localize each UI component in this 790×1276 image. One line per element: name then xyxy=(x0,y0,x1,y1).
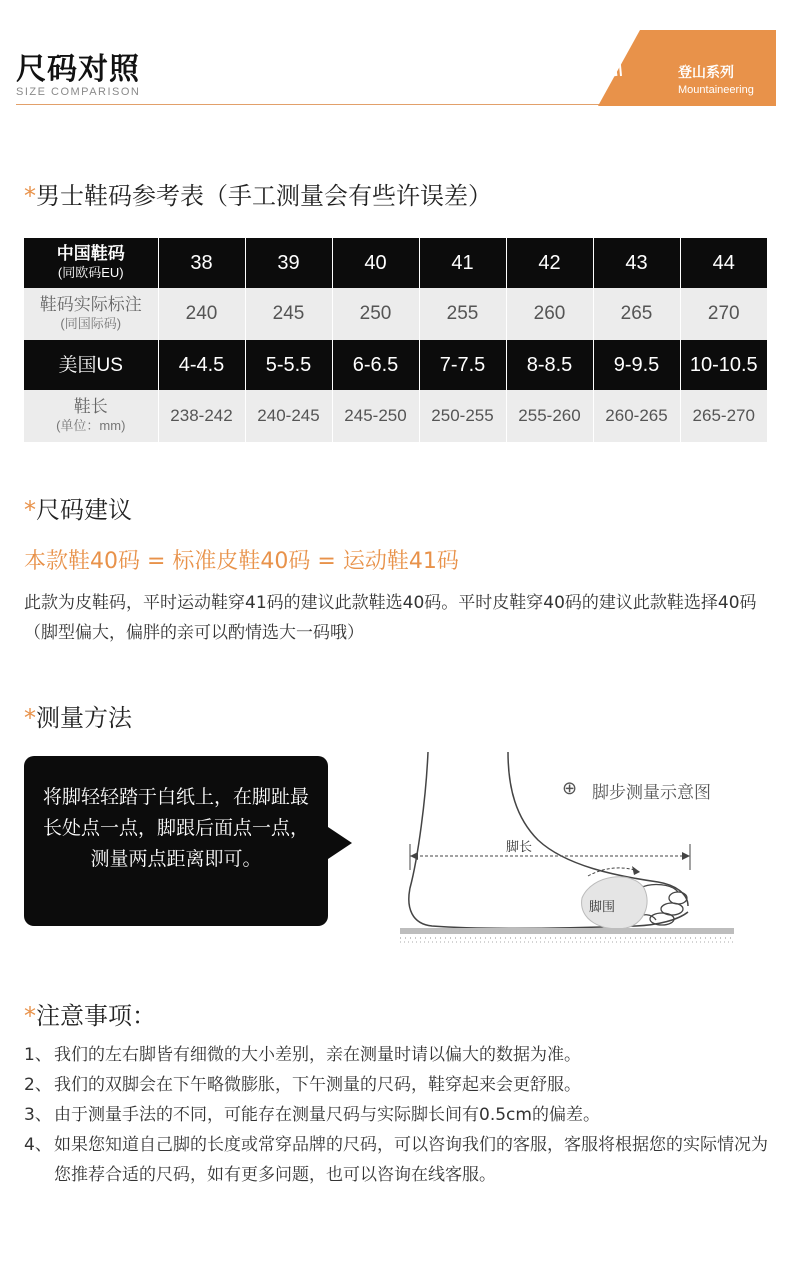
table-cell: 255-260 xyxy=(506,390,593,442)
table-cell: 7-7.5 xyxy=(419,340,506,390)
diagram-title: 脚步测量示意图 xyxy=(592,783,711,803)
notes-list xyxy=(24,1040,774,1190)
table-cell: 38 xyxy=(158,238,245,288)
table-cell: 43 xyxy=(593,238,680,288)
table-cell: 39 xyxy=(245,238,332,288)
table-cell: 10-10.5 xyxy=(680,340,767,390)
advice-heading xyxy=(24,490,132,525)
list-item: 1、 我们的左右脚皆有细微的大小差别，亲在测量时请以偏大的数据为准。 xyxy=(24,1045,581,1065)
table-cell: 8-8.5 xyxy=(506,340,593,390)
table-cell: 250 xyxy=(332,288,419,340)
diagram-marker-icon: ⊕ xyxy=(562,778,578,799)
page-title: 尺码对照 xyxy=(16,52,140,87)
page-subtitle: SIZE COMPARISON xyxy=(16,86,141,98)
badge-subtitle: Mountaineering xyxy=(678,84,754,96)
hiker-icon xyxy=(598,30,624,78)
heading-star: * xyxy=(24,704,36,732)
table-row xyxy=(24,390,767,442)
advice-heading-text: 尺码建议 xyxy=(36,496,132,524)
table-cell: 40 xyxy=(332,238,419,288)
table-cell: 270 xyxy=(680,288,767,340)
list-item: 4、 如果您知道自己脚的长度或常穿品牌的尺码，可以咨询我们的客服，客服将根据您的实际情况为您推荐合适的尺码，如有更多问题，也可以咨询在线客服。 xyxy=(24,1135,768,1185)
table-row xyxy=(24,238,767,288)
notes-heading-text: 注意事项： xyxy=(36,1002,156,1030)
size-equation: 本款鞋40码 = 标准皮鞋40码 = 运动鞋41码 xyxy=(24,549,459,574)
table-heading xyxy=(24,176,492,211)
heading-star: * xyxy=(24,1002,36,1030)
measure-heading-text: 测量方法 xyxy=(36,704,132,732)
table-cell: 265-270 xyxy=(680,390,767,442)
instruction-text: 将脚轻轻踏于白纸上，在脚趾最长处点一点，脚跟后面点一点，测量两点距离即可。 xyxy=(42,786,309,870)
measure-heading xyxy=(24,698,132,733)
table-row xyxy=(24,340,767,390)
table-cell: 260 xyxy=(506,288,593,340)
table-cell: 245 xyxy=(245,288,332,340)
size-table xyxy=(24,238,767,442)
foot-length-label: 脚长 xyxy=(506,840,533,855)
notes-heading xyxy=(24,996,156,1031)
table-cell: 42 xyxy=(506,238,593,288)
table-cell: 4-4.5 xyxy=(158,340,245,390)
table-cell: 265 xyxy=(593,288,680,340)
table-cell: 44 xyxy=(680,238,767,288)
table-cell: 250-255 xyxy=(419,390,506,442)
table-cell: 240 xyxy=(158,288,245,340)
list-item: 3、 由于测量手法的不同，可能存在测量尺码与实际脚长间有0.5cm的偏差。 xyxy=(24,1105,600,1125)
heading-star: * xyxy=(24,182,36,210)
table-cell: 245-250 xyxy=(332,390,419,442)
heading-star: * xyxy=(24,496,36,524)
list-item: 2、 我们的双脚会在下午略微膨胀，下午测量的尺码，鞋穿起来会更舒服。 xyxy=(24,1075,581,1095)
badge-title: 登山系列 xyxy=(678,65,734,81)
bubble-pointer xyxy=(328,827,352,859)
table-cell: 41 xyxy=(419,238,506,288)
foot-girth-label: 脚围 xyxy=(589,900,616,915)
row-label: 鞋长 (单位：mm) xyxy=(24,390,158,442)
table-cell: 260-265 xyxy=(593,390,680,442)
advice-description: 此款为皮鞋码，平时运动鞋穿41码的建议此款鞋选40码。平时皮鞋穿40码的建议此款鞋选择40码（脚型偏大，偏胖的亲可以酌情选大一码哦） xyxy=(24,593,757,643)
row-label: 中国鞋码 (同欧码EU) xyxy=(24,238,158,288)
table-cell: 240-245 xyxy=(245,390,332,442)
row-label: 鞋码实际标注 (同国际码) xyxy=(24,288,158,340)
row-label: 美国US xyxy=(24,340,158,390)
table-cell: 238-242 xyxy=(158,390,245,442)
table-cell: 9-9.5 xyxy=(593,340,680,390)
table-heading-text: 男士鞋码参考表（手工测量会有些许误差） xyxy=(36,182,492,210)
table-row xyxy=(24,288,767,340)
series-badge xyxy=(598,30,776,106)
table-cell: 5-5.5 xyxy=(245,340,332,390)
table-cell: 6-6.5 xyxy=(332,340,419,390)
table-cell: 255 xyxy=(419,288,506,340)
